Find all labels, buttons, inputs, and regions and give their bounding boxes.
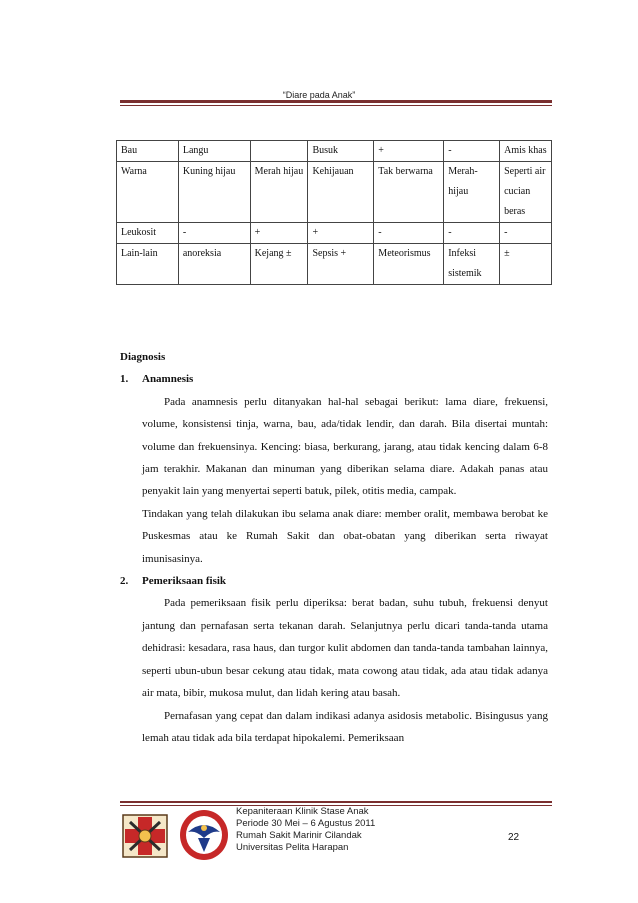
item-title: Anamnesis [142, 373, 194, 386]
diagnosis-section [120, 346, 548, 749]
footer-line: Kepaniteraan Klinik Stase Anak [236, 806, 369, 817]
paragraph: Pada pemeriksaan fisik perlu diperiksa: berat badan, suhu tubuh, frekuensi denyut jantung dan pernafasan serta tekanan darah. Selanjutnya perlu dicari tanda-tanda utama dehidrasi: kesadara, rasa haus, dan turgor kulit abdomen dan tanda-tanda tambahan lainnya, seperti ubun-ubun besar cekung atau tidak, mata cowong atau tidak, ada atau tidak adanya air mata, bibir, mukosa mulut, dan lidah kering atau basah. [142, 597, 548, 700]
table-cell: Lain-lain [117, 244, 179, 285]
footer-info [236, 806, 375, 854]
table-cell: Meteorismus [374, 244, 444, 285]
table-cell: + [250, 223, 308, 244]
footer-line: Universitas Pelita Harapan [236, 842, 349, 853]
paragraph: Pada anamnesis perlu ditanyakan hal-hal sebagai berikut: lama diare, frekuensi, volume, konsistensi tinja, warna, bau, ada/tidak lendir, dan darah. Bila disertai muntah: volume dan frekuensinya. Kencing: biasa, berkurang, jarang, atau tidak kencing dalam 6-8 jam terakhir. Makanan dan minuman yang diberikan selama diare. Adakah panas atau penyakit lain yang menyertai seperti batuk, pilek, otitis media, campak. [142, 395, 548, 498]
header-rule-thin [120, 105, 552, 106]
footer-line: Periode 30 Mei – 6 Agustus 2011 [236, 818, 376, 829]
table-cell: - [178, 223, 250, 244]
table-cell: ± [500, 244, 552, 285]
page-number: 22 [508, 832, 520, 843]
footer-rule [120, 801, 552, 803]
table-cell: Kuning hijau [178, 162, 250, 223]
marine-corps-emblem-icon [122, 814, 168, 858]
table-cell: - [500, 223, 552, 244]
table-cell: Bau [117, 141, 179, 162]
paragraph: Pernafasan yang cepat dan dalam indikasi adanya asidosis metabolic. Bisingusus yang lemah atau tidak ada bila terdapat hipokalemi. Pemeriksaan [142, 709, 548, 744]
table-cell: Busuk [308, 141, 374, 162]
table-cell: + [308, 223, 374, 244]
table-cell: Leukosit [117, 223, 179, 244]
item-title: Pemeriksaan fisik [142, 575, 227, 588]
table-cell: Kejang ± [250, 244, 308, 285]
page-header-title: “Diare pada Anak” [282, 90, 356, 100]
table-cell: Merah hijau [250, 162, 308, 223]
table-cell: - [444, 141, 500, 162]
table-cell: - [444, 223, 500, 244]
table-row [117, 223, 552, 244]
section-heading: Diagnosis [120, 351, 166, 363]
table-cell: Kehijauan [308, 162, 374, 223]
header-rule [120, 100, 552, 103]
table-cell: Warna [117, 162, 179, 223]
table-row [117, 162, 552, 223]
item-number: 2. [120, 575, 129, 588]
table-cell: + [374, 141, 444, 162]
table-row [117, 141, 552, 162]
table-row [117, 244, 552, 285]
comparison-table [116, 140, 552, 285]
footer-line: Rumah Sakit Marinir Cilandak [236, 830, 362, 841]
item-heading-anamnesis [120, 368, 548, 390]
table-cell: Merah-hijau [444, 162, 500, 223]
table-cell: Langu [178, 141, 250, 162]
table-cell: anoreksia [178, 244, 250, 285]
item-number: 1. [120, 373, 129, 386]
paragraph: Tindakan yang telah dilakukan ibu selama anak diare: member oralit, membawa berobat ke Puskesmas atau ke Rumah Sakit dan obat-obatan yang diberikan serta riwayat imunisasinya. [142, 507, 548, 565]
table-cell: Tak berwarna [374, 162, 444, 223]
table-cell: Infeksi sistemik [444, 244, 500, 285]
table-cell: Amis khas [500, 141, 552, 162]
university-seal-icon [178, 808, 230, 862]
table-cell: - [374, 223, 444, 244]
table-cell: Seperti air cucian beras [500, 162, 552, 223]
table-cell: Sepsis + [308, 244, 374, 285]
item-heading-pemeriksaan-fisik [120, 570, 548, 592]
table-cell [250, 141, 308, 162]
